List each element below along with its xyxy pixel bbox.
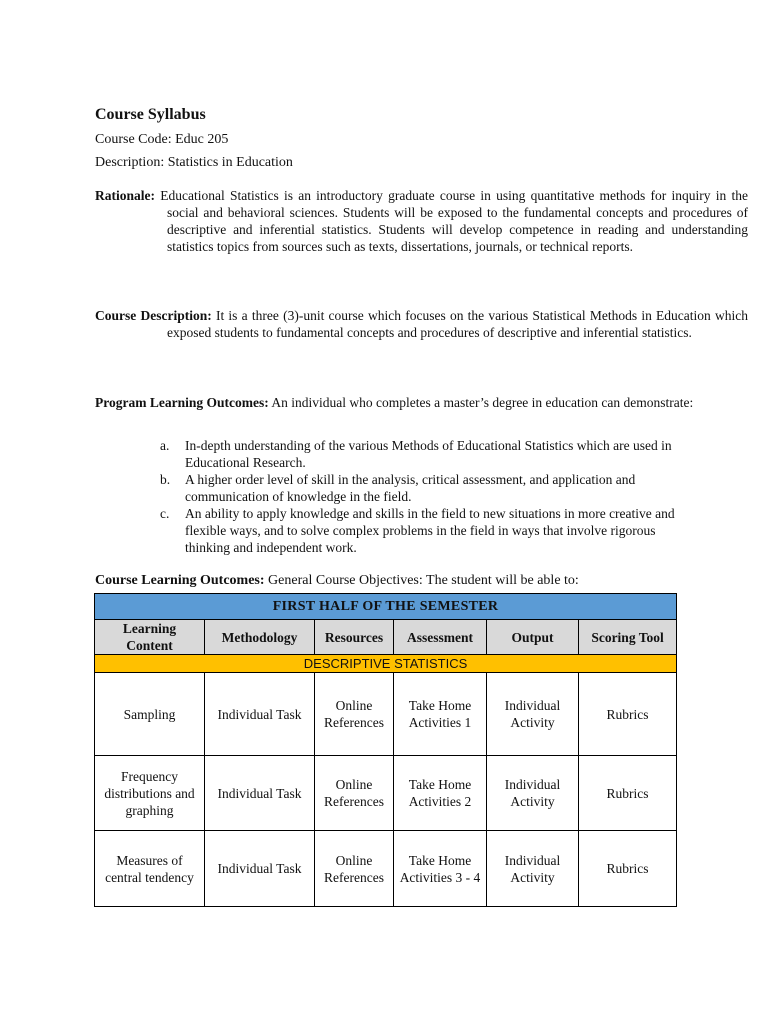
table-header-row <box>95 620 677 655</box>
table-section-row <box>95 655 677 673</box>
table-cell: Frequency distributions and graphing <box>95 756 205 831</box>
table-cell: Individual Activity <box>487 831 579 907</box>
list-item: c. An ability to apply knowledge and skills in the field to new situations in more creative and flexible ways, and to solve complex problems in the field in ways that involve rigorous thinking and independent work. <box>160 506 675 555</box>
syllabus-table <box>94 593 677 907</box>
program-outcomes-paragraph <box>95 394 748 411</box>
table-cell: Online References <box>315 756 394 831</box>
column-header: Assessment <box>394 620 487 655</box>
column-header: Learning Content <box>95 620 205 655</box>
rationale-paragraph <box>95 187 748 255</box>
course-outcomes-line <box>95 572 676 589</box>
column-header: Scoring Tool <box>579 620 677 655</box>
column-header: Resources <box>315 620 394 655</box>
rationale-text: Educational Statistics is an introductory graduate course in using quantitative methods for inquiry in the social and behavioral sciences. Students will be exposed to the fundamental concepts and procedures of descriptive and inferential statistics. Students will develop competence in reading and understanding statistics topics from sources such as texts, dissertations, journals, or technical reports. <box>160 188 748 254</box>
table-cell: Individual Task <box>205 756 315 831</box>
rationale-label: Rationale: <box>95 188 155 203</box>
list-item: a. In-depth understanding of the various Methods of Educational Statistics which are used in Educational Research. <box>160 438 672 470</box>
table-cell: Take Home Activities 1 <box>394 673 487 756</box>
table-banner-row <box>95 594 677 620</box>
course-code: Course Code: Educ 205 <box>95 132 229 147</box>
program-outcomes-list <box>160 437 676 556</box>
list-item: b. A higher order level of skill in the analysis, critical assessment, and application and communication of knowledge in the field. <box>160 472 636 504</box>
table-cell: Take Home Activities 2 <box>394 756 487 831</box>
column-header: Methodology <box>205 620 315 655</box>
program-outcomes-text: An individual who completes a master’s degree in education can demonstrate: <box>271 395 694 410</box>
table-cell: Individual Task <box>205 673 315 756</box>
course-description-paragraph <box>95 307 748 341</box>
table-row <box>95 673 677 756</box>
table-cell: Sampling <box>95 673 205 756</box>
table-cell: Take Home Activities 3 - 4 <box>394 831 487 907</box>
section-label: DESCRIPTIVE STATISTICS <box>95 655 677 673</box>
course-description-label: Course Description: <box>95 308 212 323</box>
table-banner: FIRST HALF OF THE SEMESTER <box>95 594 677 620</box>
course-outcomes-text: General Course Objectives: The student will be able to: <box>268 573 579 588</box>
page-title: Course Syllabus <box>95 106 206 123</box>
table-row <box>95 756 677 831</box>
table-cell: Online References <box>315 831 394 907</box>
table-row <box>95 831 677 907</box>
course-description-text: It is a three (3)-unit course which focuses on the various Statistical Methods in Education which exposed students to fundamental concepts and procedures of descriptive and inferential statistics. <box>167 308 749 340</box>
table-cell: Rubrics <box>579 756 677 831</box>
program-outcomes-label: Program Learning Outcomes: <box>95 395 269 410</box>
table-cell: Rubrics <box>579 831 677 907</box>
table-cell: Individual Activity <box>487 673 579 756</box>
course-outcomes-label: Course Learning Outcomes: <box>95 573 265 588</box>
table-cell: Individual Task <box>205 831 315 907</box>
table-cell: Online References <box>315 673 394 756</box>
course-description-line: Description: Statistics in Education <box>95 155 293 170</box>
table-cell: Measures of central tendency <box>95 831 205 907</box>
column-header: Output <box>487 620 579 655</box>
table-cell: Rubrics <box>579 673 677 756</box>
table-cell: Individual Activity <box>487 756 579 831</box>
